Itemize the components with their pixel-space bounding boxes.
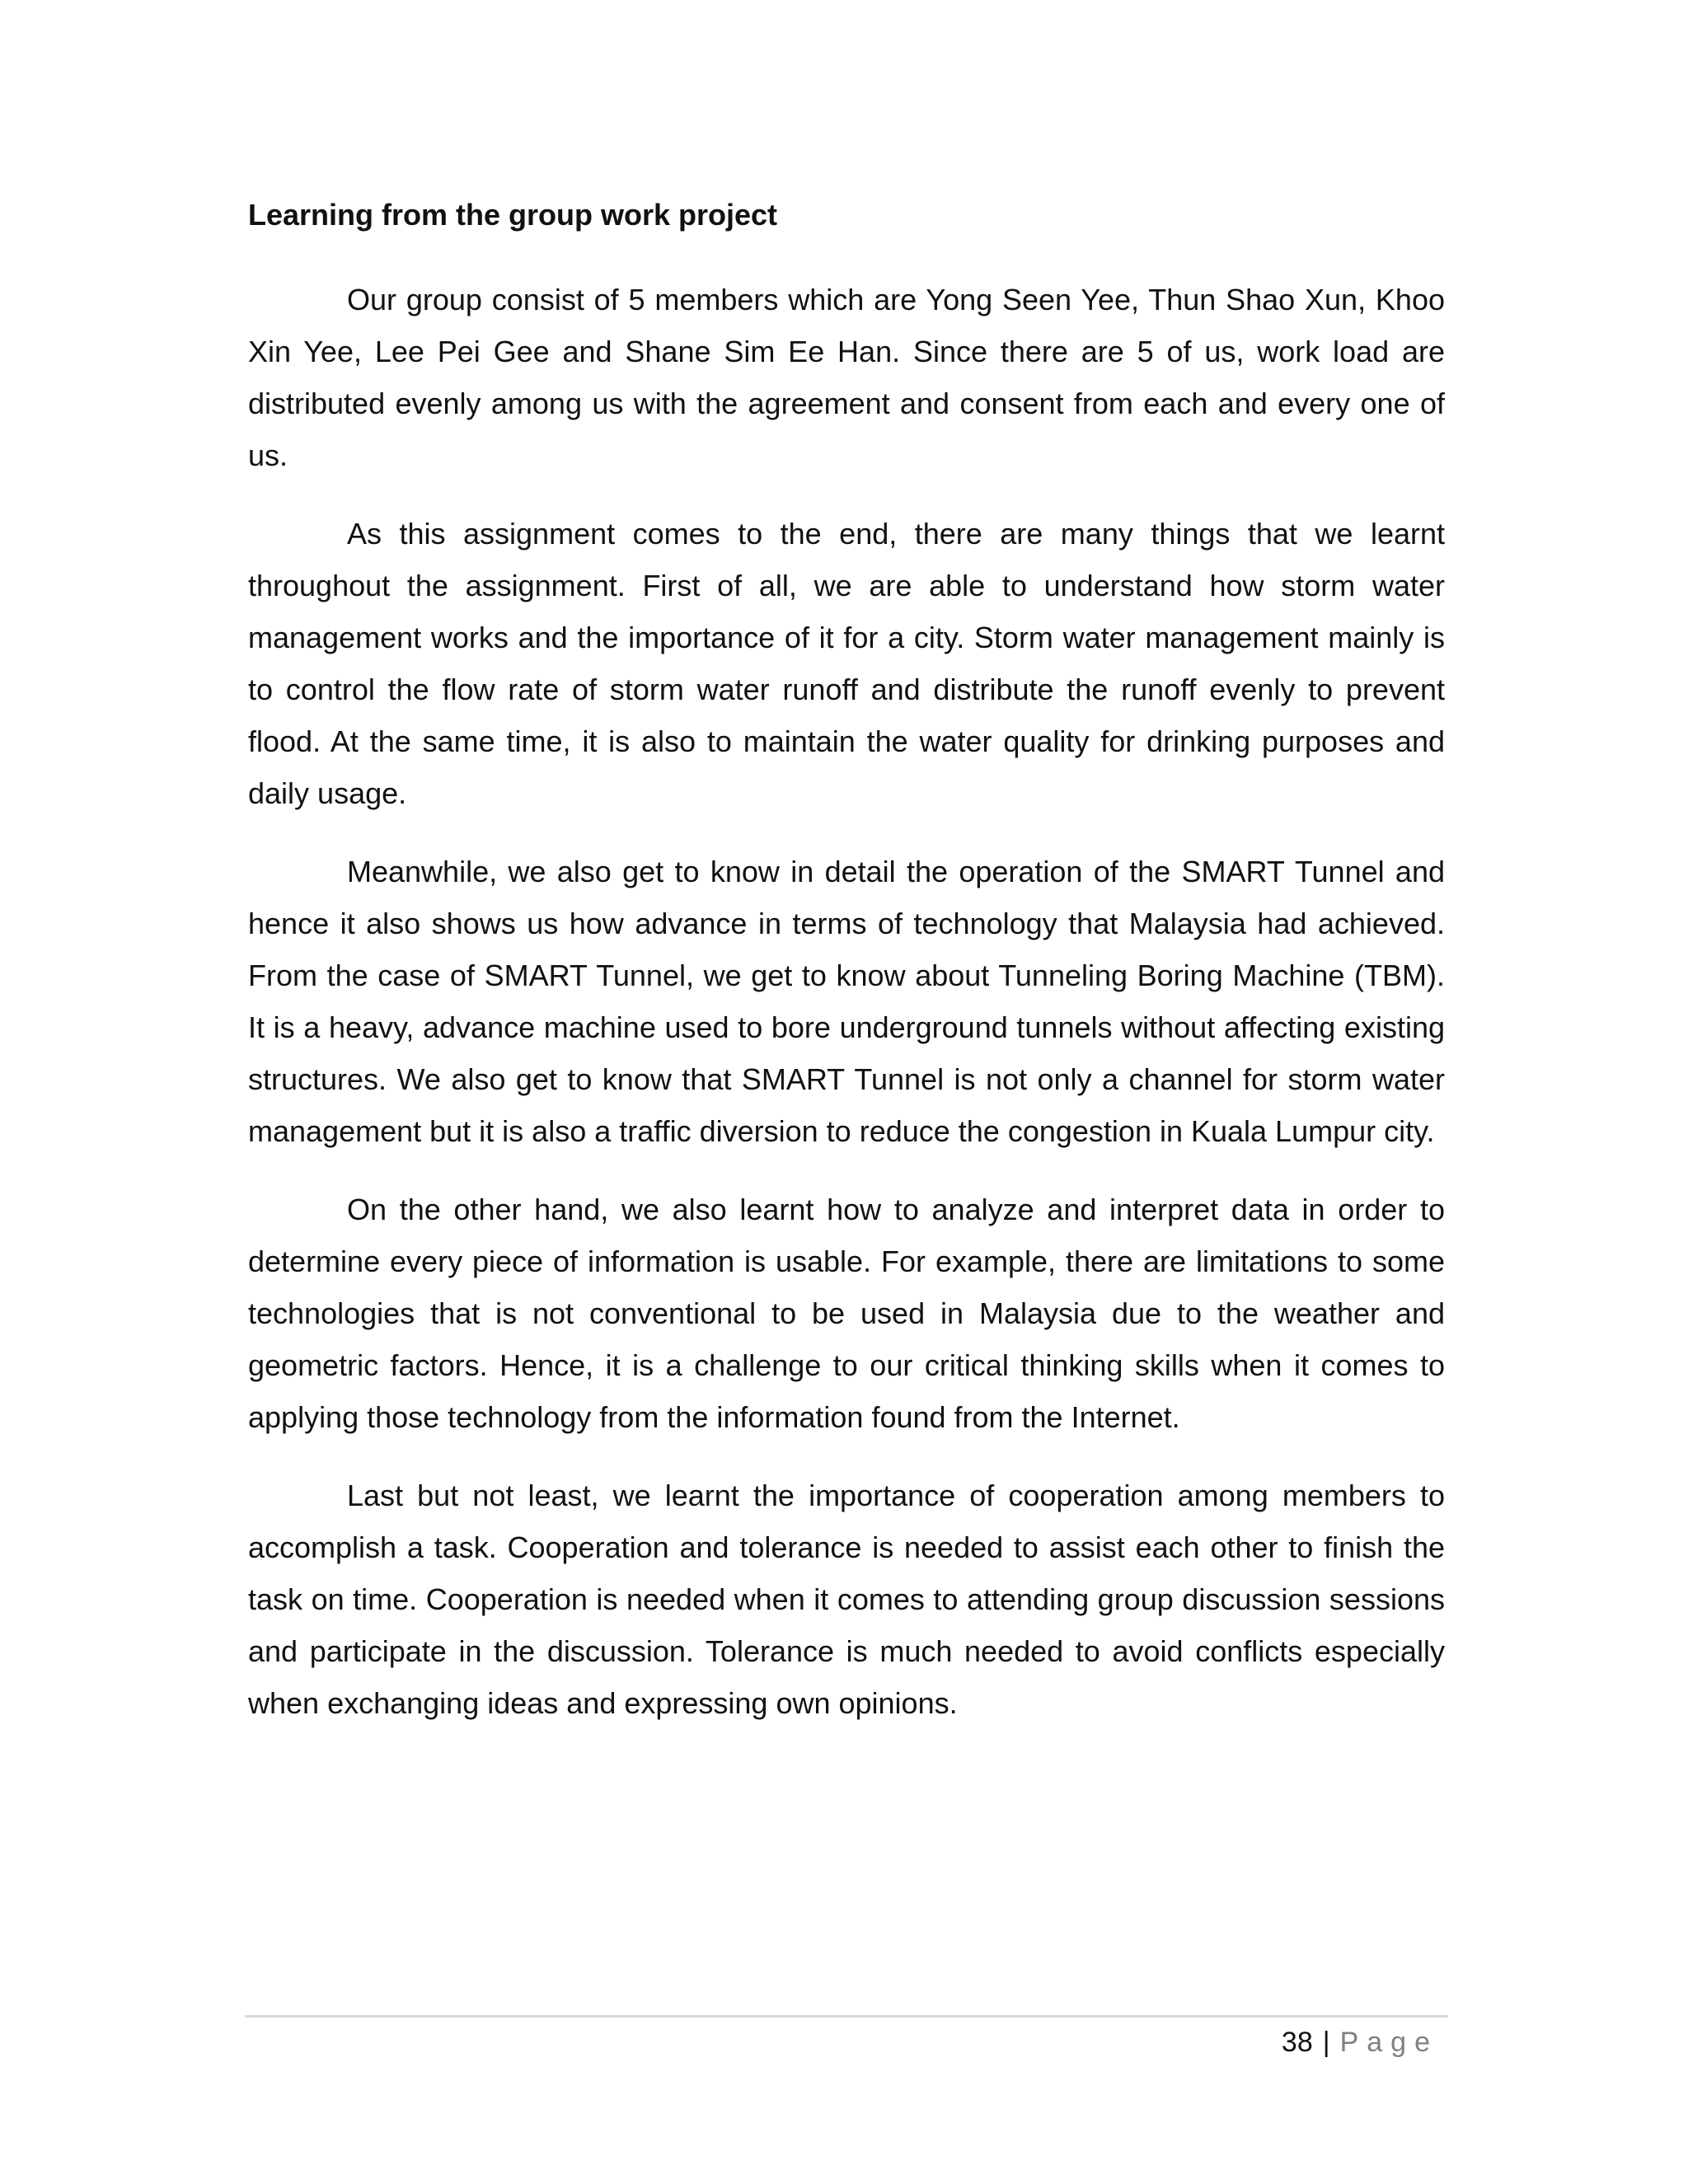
footer-divider	[245, 2015, 1448, 2018]
page-label: Page	[1339, 2026, 1438, 2058]
paragraph-smart-tunnel: Meanwhile, we also get to know in detail the operation of the SMART Tunnel and hence it also shows us how advance in terms of technology that Malaysia had achieved. From the case of SMART Tunnel, we get to know about Tunneling Boring Machine (TBM). It is a heavy, advance machine used to bore underground tunnels without affecting existing structures. We also get to know that SMART Tunnel is not only a channel for storm water management but it is also a traffic diversion to reduce the congestion in Kuala Lumpur city.	[248, 855, 1445, 1148]
section-heading: Learning from the group work project	[248, 198, 778, 232]
document-body	[248, 194, 1445, 1755]
page-footer	[1282, 2018, 1438, 2067]
paragraph-data-analysis: On the other hand, we also learnt how to analyze and interpret data in order to determine every piece of information is usable. For example, there are limitations to some technologies that is not conventional to be used in Malaysia due to the weather and geometric factors. Hence, it is a challenge to our critical thinking skills when it comes to applying those technology from the information found from the Internet.	[248, 1193, 1445, 1434]
page-number: 38	[1281, 2026, 1313, 2058]
paragraph-group-members: Our group consist of 5 members which are Yong Seen Yee, Thun Shao Xun, Khoo Xin Yee, Lee Pei Gee and Shane Sim Ee Han. Since there are 5 of us, work load are distributed evenly among us with the agreement and consent from each and every one of us.	[248, 283, 1445, 472]
paragraph-storm-water: As this assignment comes to the end, there are many things that we learnt throughout the assignment. First of all, we are able to understand how storm water management works and the importance of it for a city. Storm water management mainly is to control the flow rate of storm water runoff and distribute the runoff evenly to prevent flood. At the same time, it is also to maintain the water quality for drinking purposes and daily usage.	[248, 517, 1445, 810]
footer-separator: |	[1322, 2026, 1330, 2058]
paragraph-cooperation: Last but not least, we learnt the importance of cooperation among members to accomplish a task. Cooperation and tolerance is needed to assist each other to finish the task on time. Cooperation is needed when it comes to attending group discussion sessions and participate in the discussion. Tolerance is much needed to avoid conflicts especially when exchanging ideas and expressing own opinions.	[248, 1479, 1445, 1720]
